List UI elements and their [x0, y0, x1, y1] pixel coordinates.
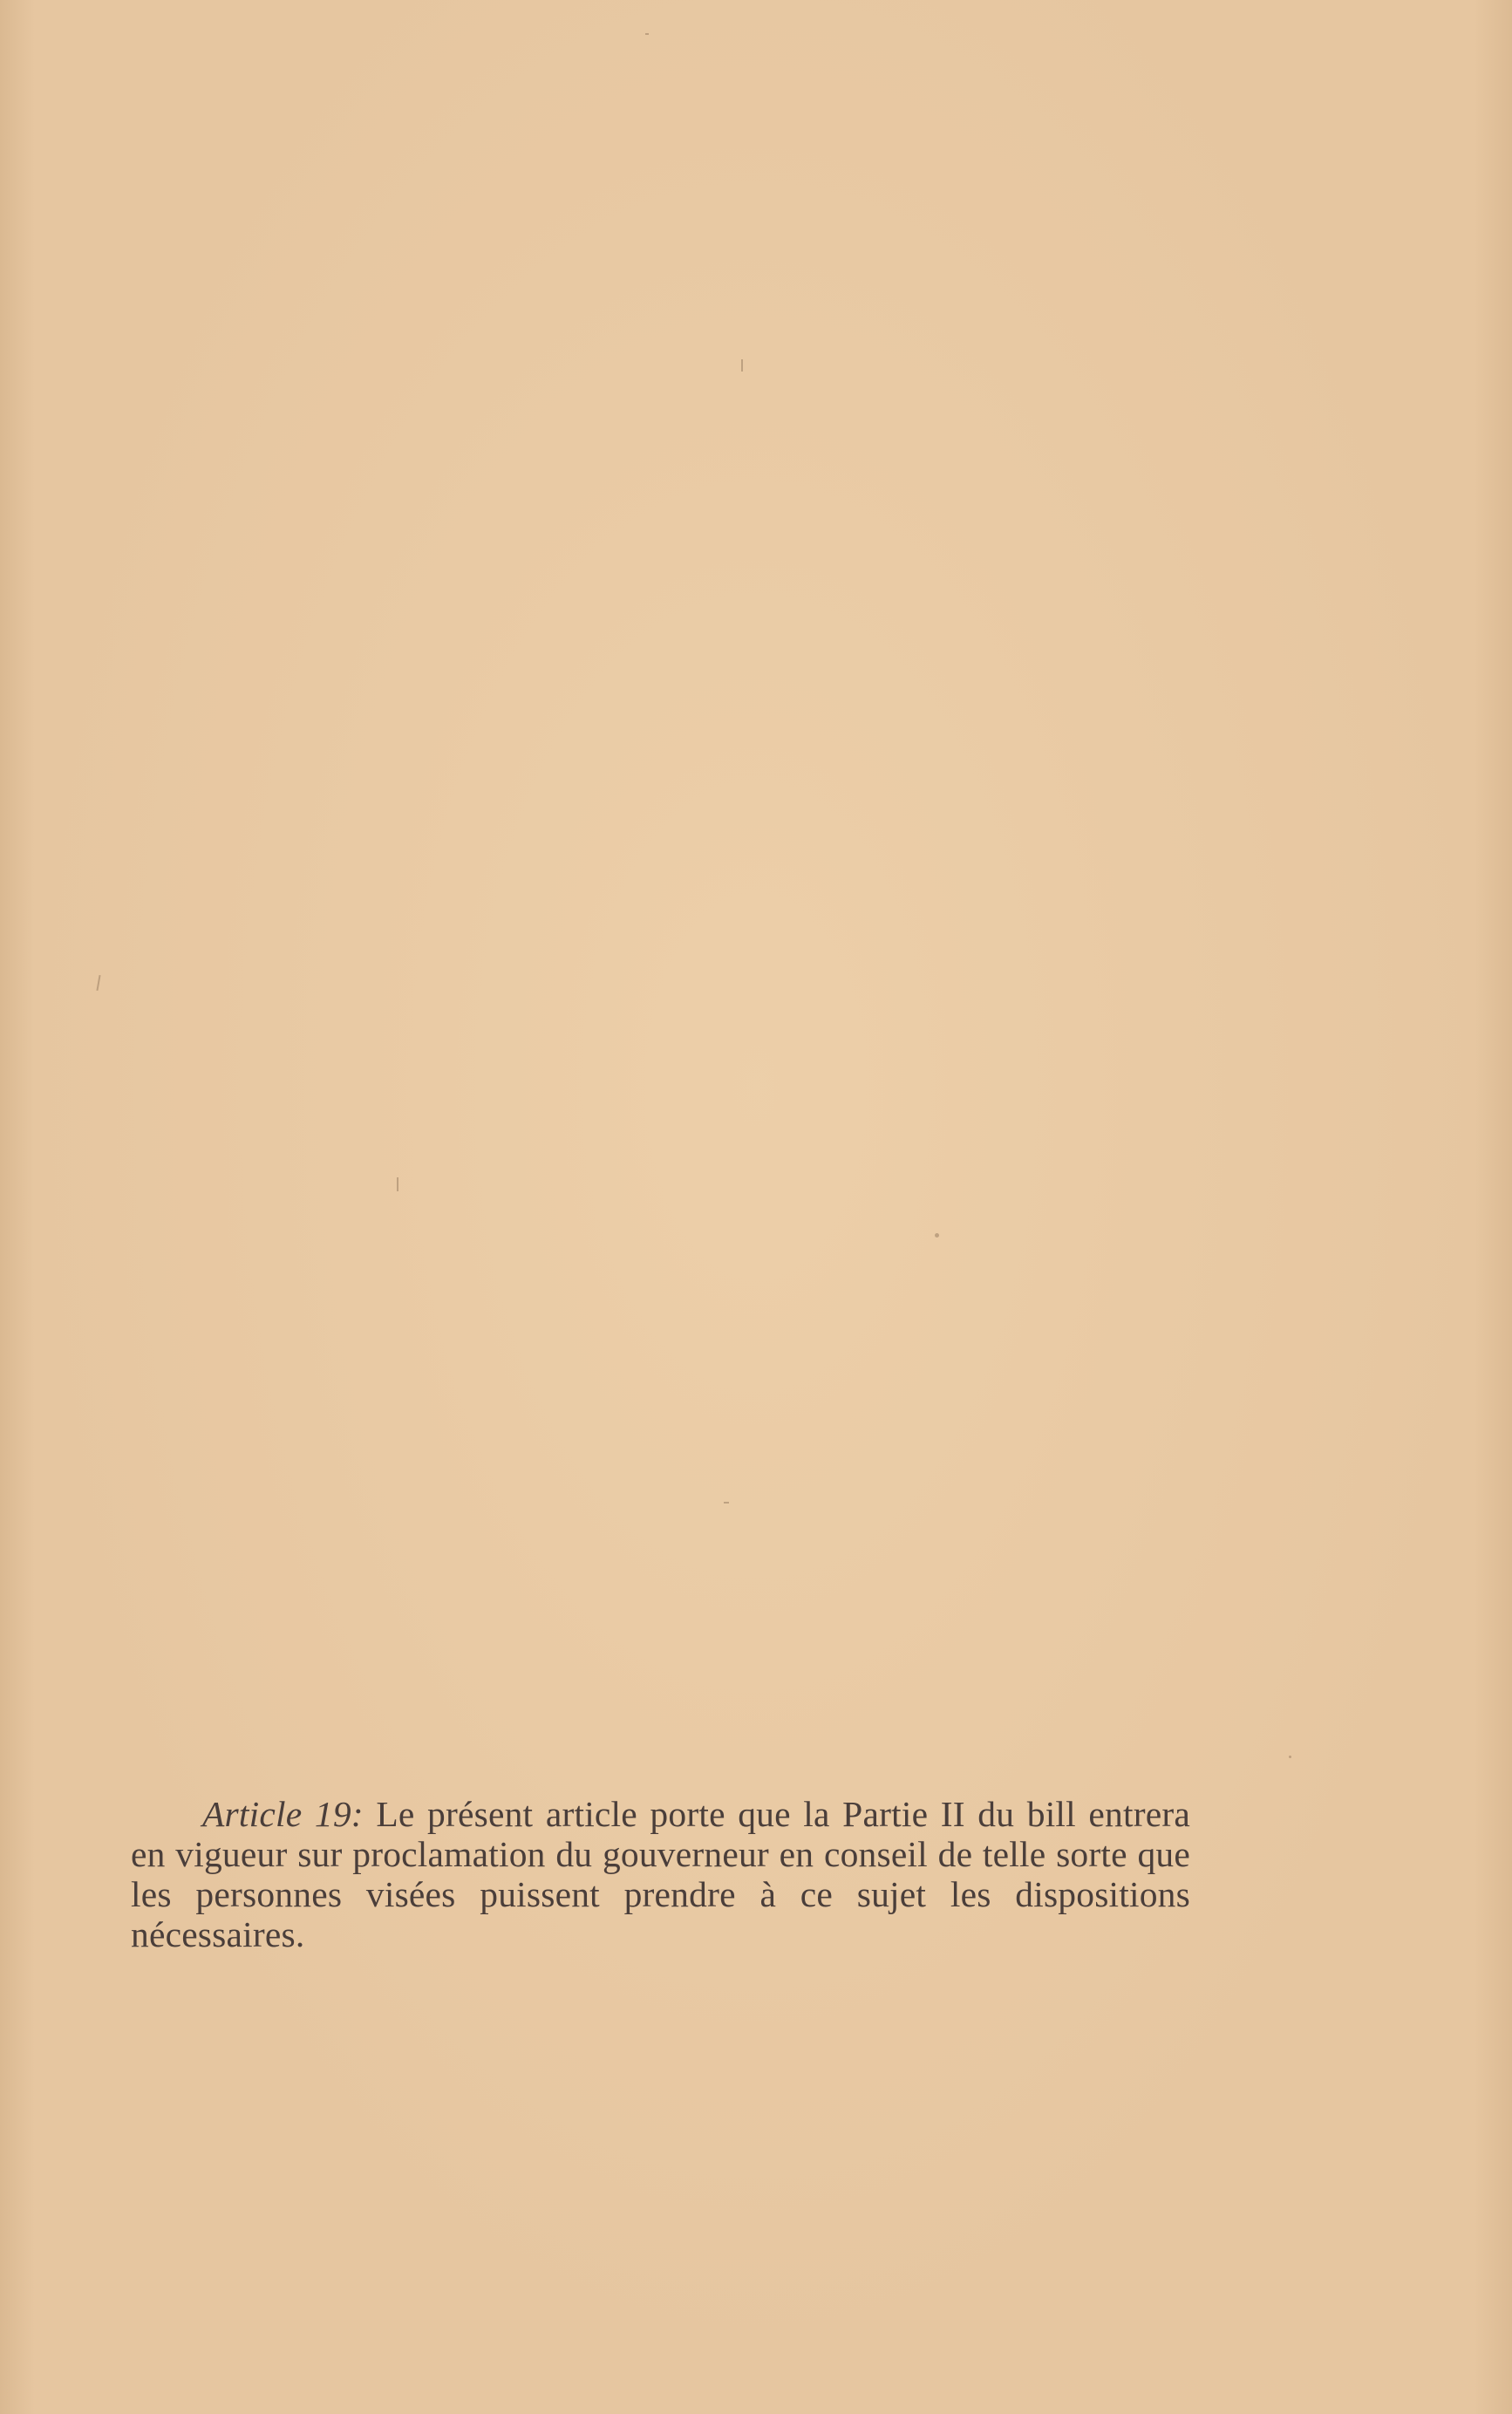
paper-speck [96, 975, 100, 991]
article-paragraph [131, 1794, 1190, 1954]
article-reference: Article 19: [202, 1793, 364, 1834]
paper-speck [1289, 1756, 1291, 1758]
paper-speck [724, 1502, 729, 1504]
paper-speck [397, 1177, 398, 1191]
article-body-text: Le présent article porte que la Partie II du bill entrera en vigueur sur proclamation du gouverneur en conseil de telle sorte que les personnes visées puissent prendre à ce sujet les dispositions nécessaires. [131, 1793, 1190, 1954]
paper-speck [645, 33, 649, 35]
paper-speck [741, 359, 743, 372]
paper-speck [935, 1233, 939, 1238]
